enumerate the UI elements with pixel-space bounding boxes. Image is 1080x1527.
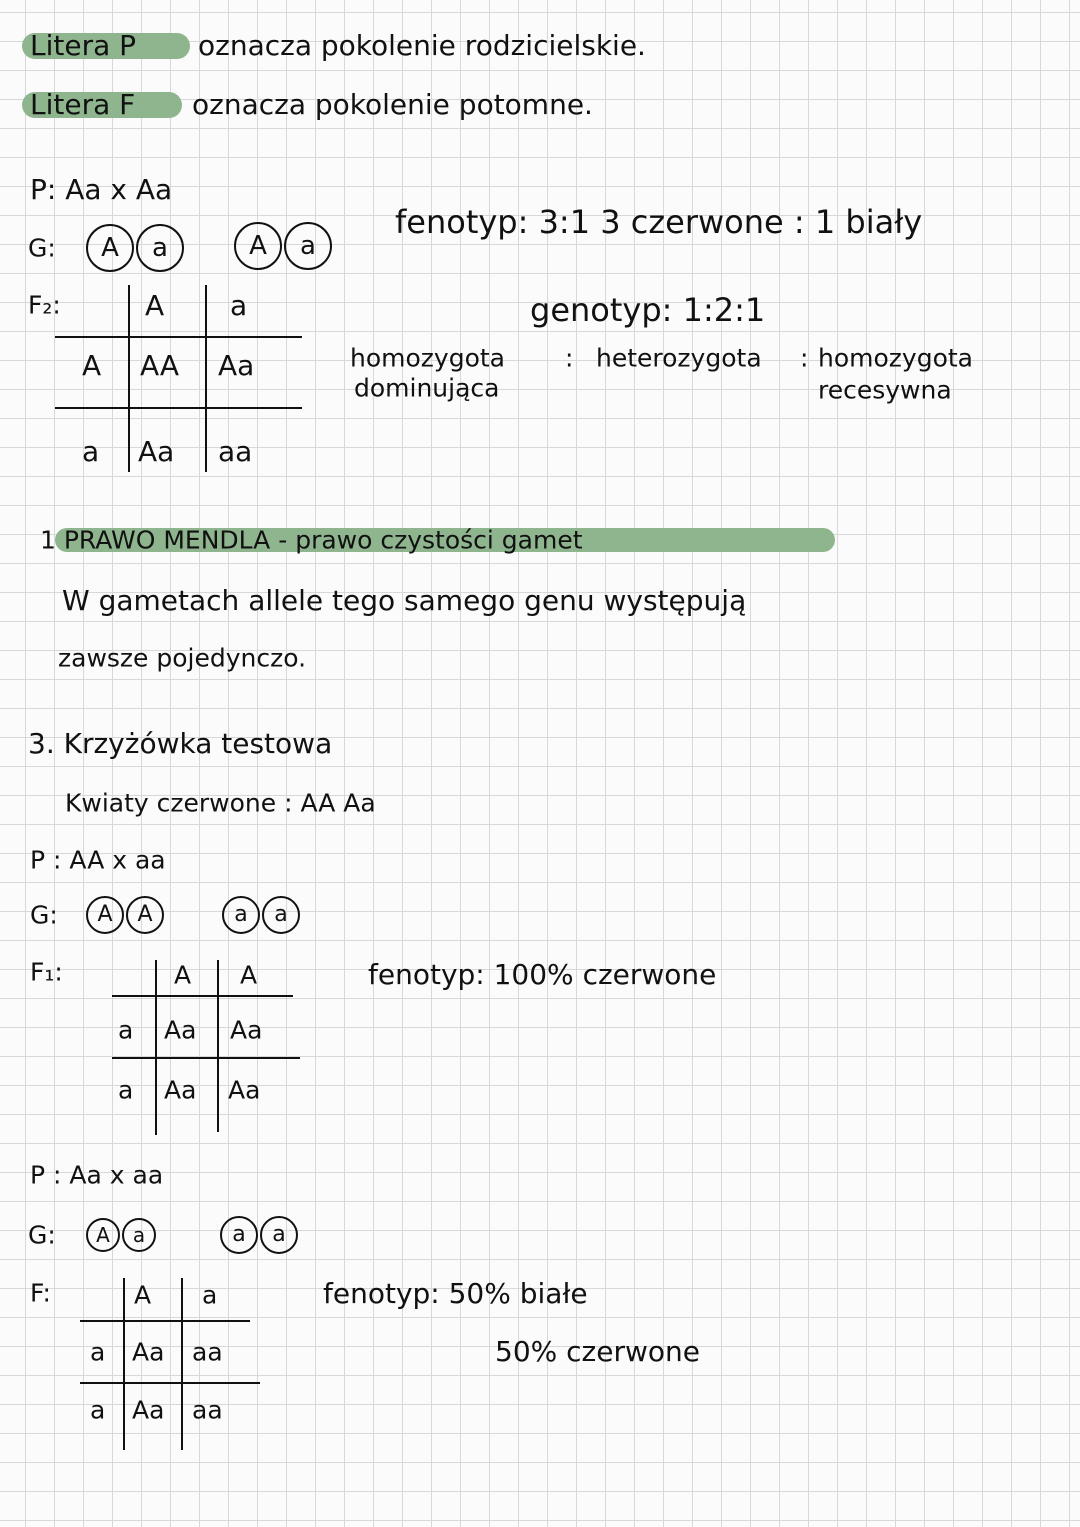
cell: Aa bbox=[164, 1015, 197, 1045]
definition-text: oznacza pokolenie rodzicielskie. bbox=[198, 29, 646, 62]
row-header: a bbox=[118, 1015, 134, 1045]
highlighted-term: Litera P bbox=[30, 29, 137, 62]
gamete: A bbox=[86, 224, 134, 272]
gamete: A bbox=[86, 896, 124, 934]
col-header: A bbox=[145, 289, 165, 322]
cell: Aa bbox=[164, 1075, 197, 1105]
col-header: A bbox=[174, 960, 192, 990]
gamete: a bbox=[122, 1218, 156, 1252]
gamete: a bbox=[260, 1216, 298, 1254]
cell: Aa bbox=[138, 435, 175, 468]
cell: Aa bbox=[132, 1337, 165, 1367]
phenotype-ratio: fenotyp: 100% czerwone bbox=[368, 958, 717, 991]
gamete: a bbox=[136, 224, 184, 272]
phenotype-ratio: 50% czerwone bbox=[495, 1335, 700, 1368]
cell: aa bbox=[192, 1395, 223, 1425]
phenotype-ratio: fenotyp: 3:1 3 czerwone : 1 biały bbox=[395, 203, 923, 241]
cell: AA bbox=[140, 349, 180, 382]
phenotype-ratio: fenotyp: 50% białe bbox=[323, 1277, 588, 1310]
row-header: A bbox=[82, 349, 102, 382]
gamete: a bbox=[262, 896, 300, 934]
gametes-right bbox=[220, 1216, 300, 1254]
genotype-ratio: genotyp: 1:2:1 bbox=[530, 291, 766, 329]
gametes-left bbox=[86, 224, 186, 272]
f-label: F: bbox=[30, 1278, 51, 1308]
gametes-left bbox=[86, 1218, 158, 1252]
gamete: A bbox=[234, 222, 282, 270]
gamete: a bbox=[284, 222, 332, 270]
law-text: W gametach allele tego samego genu występują bbox=[62, 584, 747, 617]
ratio-term: heterozygota bbox=[596, 343, 762, 373]
ratio-term: homozygota bbox=[350, 343, 505, 373]
parents-line: P : AA x aa bbox=[30, 845, 166, 875]
gametes-label: G: bbox=[28, 1220, 56, 1250]
gamete: a bbox=[222, 896, 260, 934]
row-header: a bbox=[82, 435, 100, 468]
f-label: F₁: bbox=[30, 957, 63, 987]
gametes-left bbox=[86, 896, 166, 934]
row-header: a bbox=[90, 1395, 106, 1425]
gametes-label: G: bbox=[30, 900, 58, 930]
cell: aa bbox=[218, 435, 253, 468]
ratio-sep: : bbox=[565, 343, 574, 373]
cell: Aa bbox=[218, 349, 255, 382]
highlighted-term: Litera F bbox=[30, 88, 136, 121]
cell: Aa bbox=[228, 1075, 261, 1105]
col-header: a bbox=[230, 289, 248, 322]
col-header: A bbox=[134, 1280, 152, 1310]
gamete: A bbox=[126, 896, 164, 934]
ratio-term: recesywna bbox=[818, 375, 952, 405]
cell: Aa bbox=[132, 1395, 165, 1425]
col-header: a bbox=[202, 1280, 218, 1310]
gamete: a bbox=[220, 1216, 258, 1254]
cell: aa bbox=[192, 1337, 223, 1367]
law-text: zawsze pojedynczo. bbox=[58, 643, 307, 673]
ratio-term: homozygota bbox=[818, 343, 973, 373]
parents-line: P : Aa x aa bbox=[30, 1160, 164, 1190]
ratio-sep: : bbox=[800, 343, 809, 373]
ratio-term: dominująca bbox=[354, 373, 500, 403]
f-label: F₂: bbox=[28, 290, 61, 320]
cell: Aa bbox=[230, 1015, 263, 1045]
col-header: A bbox=[240, 960, 258, 990]
gamete: A bbox=[86, 1218, 120, 1252]
gametes-label: G: bbox=[28, 233, 56, 263]
row-header: a bbox=[90, 1337, 106, 1367]
gametes-right bbox=[234, 222, 334, 270]
law-heading: 1 PRAWO MENDLA - prawo czystości gamet bbox=[40, 525, 583, 555]
row-header: a bbox=[118, 1075, 134, 1105]
definition-text: oznacza pokolenie potomne. bbox=[192, 88, 593, 121]
flowers-line: Kwiaty czerwone : AA Aa bbox=[65, 788, 376, 818]
section-heading: 3. Krzyżówka testowa bbox=[28, 727, 333, 760]
parents-line: P: Aa x Aa bbox=[30, 173, 173, 206]
gametes-right bbox=[222, 896, 302, 934]
